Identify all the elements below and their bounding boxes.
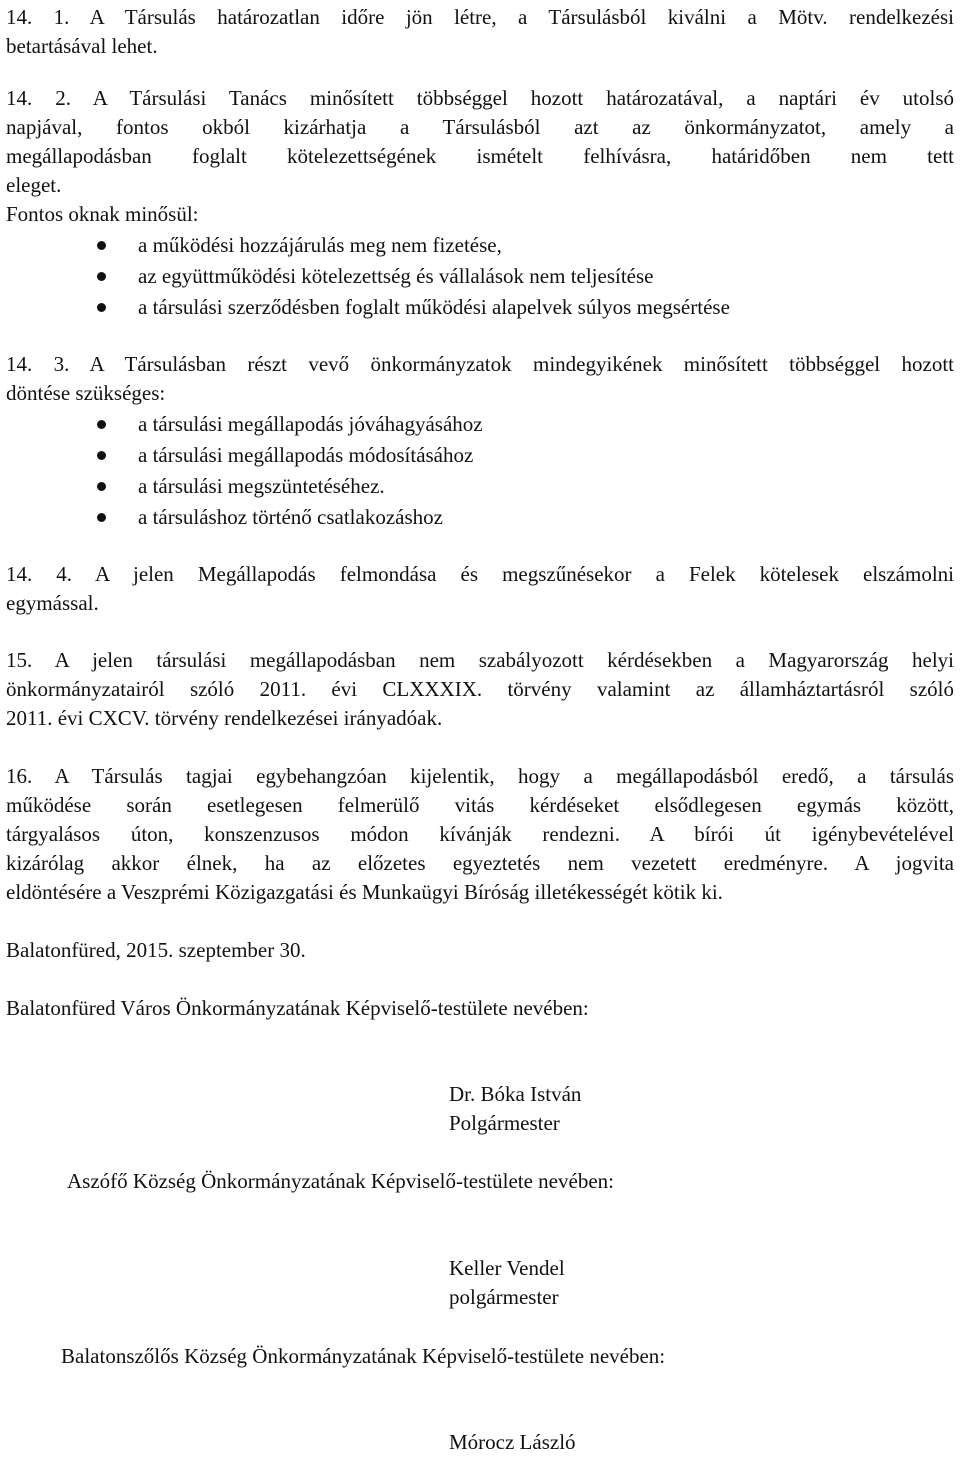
s16-line-4: kizárólag akkor élnek, ha az előzetes egyeztetés nem vezetett eredményre. A jogvita (6, 851, 954, 875)
bullet-icon (97, 451, 106, 460)
s14-2-line-4: eleget. (6, 173, 62, 197)
s14-3-bullet-4: a társuláshoz történő csatlakozáshoz (138, 505, 443, 529)
s15-line-3: 2011. évi CXCV. törvény rendelkezései irányadóak. (6, 706, 443, 730)
s15-line-1: 15. A jelen társulási megállapodásban nem szabályozott kérdésekben a Magyarország helyi (6, 648, 954, 672)
place-date: Balatonfüred, 2015. szeptember 30. (6, 938, 306, 962)
bullet-icon (97, 303, 106, 312)
s14-3-bullet-2: a társulási megállapodás módosításához (138, 443, 474, 467)
s16-line-1: 16. A Társulás tagjai egybehangzóan kijelentik, hogy a megállapodásból eredő, a társulás (6, 764, 954, 788)
s14-2-bullet-3: a társulási szerződésben foglalt működési alapelvek súlyos megsértése (138, 295, 730, 319)
s14-1-line-2: betartásával lehet. (6, 34, 158, 58)
signature-name-1: Dr. Bóka István (449, 1082, 582, 1106)
s16-line-3: tárgyalásos úton, konszenzusos módon kívánják rendezni. A bírói út igénybevételével (6, 822, 954, 846)
s14-2-line-2: napjával, fontos okból kizárhatja a Társulásból azt az önkormányzatot, amely a (6, 115, 954, 139)
signature-title-1: Polgármester (449, 1111, 560, 1135)
signature-name-2: Keller Vendel (449, 1256, 565, 1280)
s14-3-bullet-1: a társulási megállapodás jóváhagyásához (138, 412, 483, 436)
s14-2-bullet-2: az együttműködési kötelezettség és vállalások nem teljesítése (138, 264, 654, 288)
s16-line-5: eldöntésére a Veszprémi Közigazgatási és Munkaügyi Bíróság illetékességét kötik ki. (6, 880, 723, 904)
s14-2-line-1: 14. 2. A Társulási Tanács minősített többséggel hozott határozatával, a naptári év utolsó (6, 86, 954, 110)
bullet-icon (97, 272, 106, 281)
bullet-icon (97, 513, 106, 522)
s14-2-intro: Fontos oknak minősül: (6, 202, 199, 226)
bullet-icon (97, 241, 106, 250)
signature-body-1: Balatonfüred Város Önkormányzatának Képviselő-testülete nevében: (6, 996, 589, 1020)
s14-4-line-1: 14. 4. A jelen Megállapodás felmondása és megszűnésekor a Felek kötelesek elszámolni (6, 562, 954, 586)
s14-4-line-2: egymással. (6, 591, 99, 615)
signature-name-3: Mórocz László (449, 1430, 576, 1454)
bullet-icon (97, 482, 106, 491)
s14-1-line-1: 14. 1. A Társulás határozatlan időre jön létre, a Társulásból kiválni a Mötv. rendelkezési (6, 5, 954, 29)
s14-3-bullet-3: a társulási megszüntetéséhez. (138, 474, 385, 498)
s14-3-line-1: 14. 3. A Társulásban részt vevő önkormányzatok mindegyikének minősített többséggel hozott (6, 352, 954, 376)
s15-line-2: önkormányzatairól szóló 2011. évi CLXXXIX. törvény valamint az államháztartásról szóló (6, 677, 954, 701)
s14-2-line-3: megállapodásban foglalt kötelezettségének ismételt felhívásra, határidőben nem tett (6, 144, 954, 168)
signature-title-2: polgármester (449, 1285, 559, 1309)
bullet-icon (97, 420, 106, 429)
s14-3-line-2: döntése szükséges: (6, 381, 166, 405)
s14-2-bullet-1: a működési hozzájárulás meg nem fizetése, (138, 233, 502, 257)
s16-line-2: működése során esetlegesen felmerülő vitás kérdéseket elsődlegesen egymás között, (6, 793, 954, 817)
signature-body-2: Aszófő Község Önkormányzatának Képviselő-testülete nevében: (67, 1169, 614, 1193)
signature-body-3: Balatonszőlős Község Önkormányzatának Képviselő-testülete nevében: (61, 1344, 666, 1368)
